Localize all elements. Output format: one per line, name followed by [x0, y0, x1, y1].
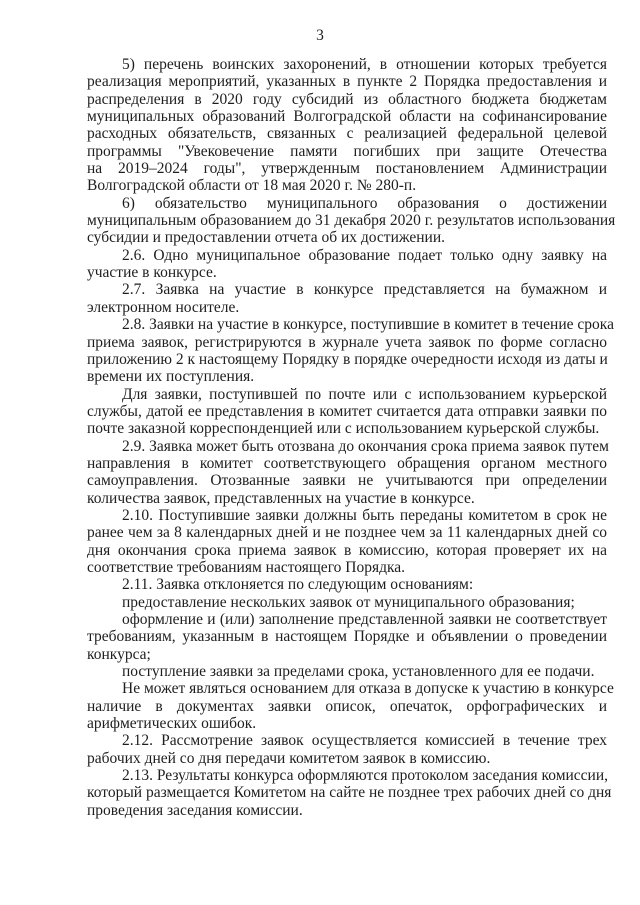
text-line: субсидии и предоставлении отчета об их достижении. [87, 229, 446, 247]
text-line: дня окончания срока приема заявок в комиссию, которая проверяет их на [87, 541, 607, 559]
text-line: программы "Увековечение памяти погибших при защите Отечества [87, 142, 607, 160]
text-line: 2.10. Поступившие заявки должны быть переданы комитетом в срок не [122, 506, 607, 524]
text-line: 2.11. Заявка отклоняется по следующим основаниям: [122, 576, 474, 594]
text-line: 2.9. Заявка может быть отозвана до окончания срока приема заявок путем [122, 437, 609, 455]
text-line: количества заявок, представленных на участие в конкурсе. [87, 489, 475, 507]
text-line: предоставление нескольких заявок от муниципального образования; [122, 593, 575, 611]
text-line: муниципальных образований Волгоградской области на софинансирование [87, 108, 607, 126]
text-line: приложению 2 к настоящему Порядку в порядке очередности исходя из даты и [87, 350, 608, 368]
text-line: участие в конкурсе. [87, 264, 217, 282]
text-line: 2.13. Результаты конкурса оформляются протоколом заседания комиссии, [122, 767, 609, 785]
text-line: распределения в 2020 году субсидий из областного бюджета бюджетам [87, 90, 607, 108]
text-line: конкурса; [87, 645, 151, 663]
text-line: направления в комитет соответствующего обращения органом местного [87, 454, 607, 472]
text-line: 2.7. Заявка на участие в конкурсе представляется на бумажном и [122, 281, 607, 299]
text-line: 5) перечень воинских захоронений, в отношении которых требуется [122, 56, 607, 73]
text-line: расходных обязательств, связанных с реализацией федеральной целевой [87, 125, 607, 143]
text-line: муниципальным образованием до 31 декабря 2020 г. результатов использования [87, 212, 616, 230]
text-line: который размещается Комитетом на сайте не позднее трех рабочих дней со дня [87, 784, 612, 802]
text-line: соответствие требованиям настоящего Порядка. [87, 558, 406, 576]
text-line: электронном носителе. [87, 298, 240, 316]
text-line: 2.8. Заявки на участие в конкурсе, поступившие в комитет в течение срока [122, 316, 614, 334]
text-line: 2.6. Одно муниципальное образование подает только одну заявку на [122, 246, 607, 264]
text-line: самоуправления. Отозванные заявки не учитываются при определении [87, 472, 607, 490]
document-body [87, 56, 616, 819]
text-line: рабочих дней со дня передачи комитетом заявок в комиссию. [87, 749, 491, 767]
text-line: Не может являться основанием для отказа в допуске к участию в конкурсе [122, 680, 614, 698]
text-line: арифметических ошибок. [87, 715, 257, 733]
text-line: на 2019–2024 годы", утвержденным постановлением Администрации [87, 160, 607, 178]
text-line: оформление и (или) заполнение представленной заявки не соответствует [122, 611, 607, 628]
text-line: приема заявок, регистрируются в журнале учета заявок по форме согласно [87, 333, 607, 351]
page-number: 3 [316, 27, 324, 44]
text-line: службы, датой ее представления в комитет считается дата отправки заявки по [87, 402, 607, 420]
text-line: Для заявки, поступившей по почте или с использованием курьерской [122, 385, 607, 403]
text-line: реализация мероприятий, указанных в пункте 2 Порядка предоставления и [87, 73, 607, 91]
text-line: Волгоградской области от 18 мая 2020 г. № 280-п. [87, 177, 417, 195]
text-line: почте заказной корреспонденцией или с использованием курьерской службы. [87, 420, 600, 438]
text-line: требованиям, указанным в настоящем Порядке и объявлении о проведении [87, 628, 607, 646]
text-line: 6) обязательство муниципального образования о достижении [122, 194, 607, 212]
text-line: проведения заседания комиссии. [87, 801, 303, 819]
text-line: поступление заявки за пределами срока, установленного для ее подачи. [122, 663, 595, 681]
text-line: ранее чем за 8 календарных дней и не позднее чем за 11 календарных дней со [87, 524, 607, 542]
text-line: наличие в документах заявки описок, опечаток, орфографических и [87, 697, 607, 715]
text-line: 2.12. Рассмотрение заявок осуществляется комиссией в течение трех [122, 732, 607, 750]
text-line: времени их поступления. [87, 368, 255, 386]
